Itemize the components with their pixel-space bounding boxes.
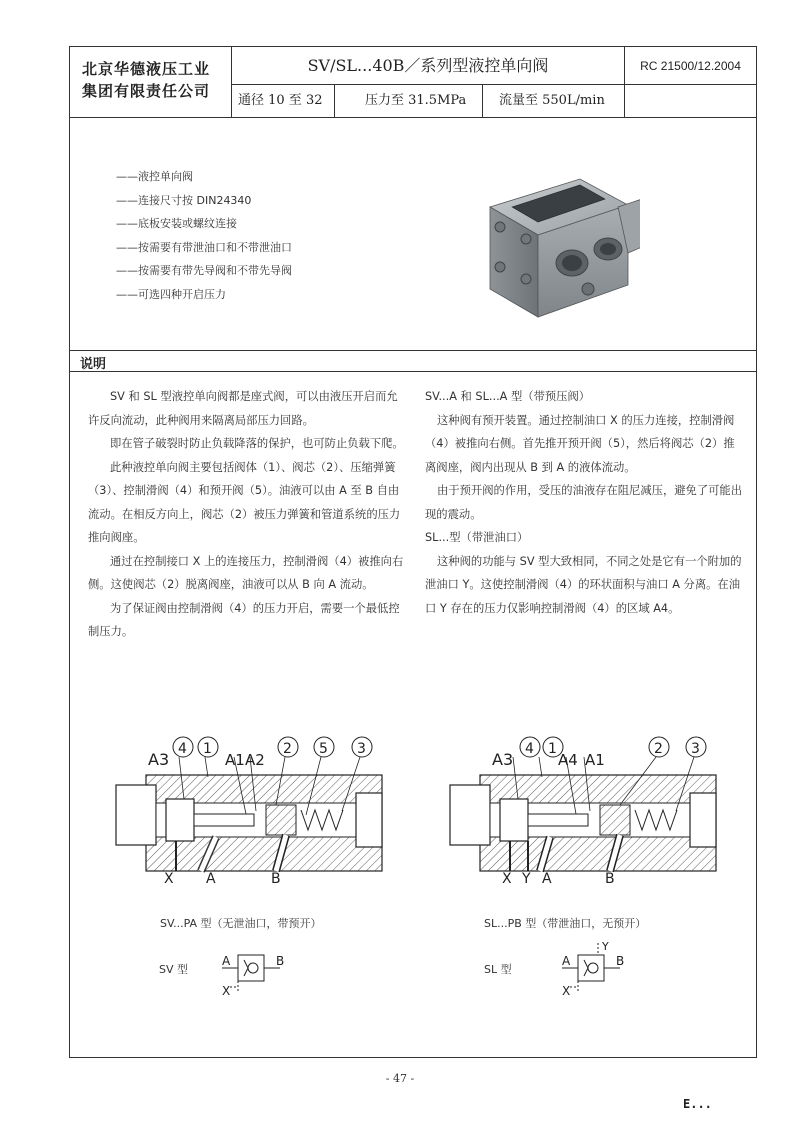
label-a2: A2 (245, 751, 265, 769)
feature-item: ——按需要有带泄油口和不带泄油口 (116, 240, 292, 254)
sl-port-a: A (562, 954, 571, 968)
document-title: SV/SL...40B／系列型液控单向阀 (232, 47, 625, 85)
subheading: SV...A 和 SL...A 型（带预压阀） (425, 390, 591, 403)
sv-check-valve-symbol (216, 947, 296, 997)
label-b: B (605, 871, 615, 885)
header-table (70, 47, 756, 118)
corner-mark: E... (683, 1097, 712, 1111)
label-b: B (271, 871, 281, 885)
label-a3: A3 (492, 750, 514, 769)
label-x: X (164, 871, 174, 885)
sv-port-x: X (222, 984, 231, 997)
label-a: A (542, 871, 552, 885)
page-frame (69, 46, 757, 1058)
company-line-2: 集团有限责任公司 (82, 82, 211, 100)
label-a4: A4 (558, 751, 578, 769)
sl-port-x: X (562, 984, 571, 997)
spec-empty (625, 85, 756, 117)
valve-photo (430, 167, 640, 327)
label-1: 1 (203, 741, 212, 757)
paragraph: 这种阀的功能与 SV 型大致相同，不同之处是它有一个附加的泄油口 Y。这使控制滑阀（4）的环状面积与油口 A 分离。在油口 Y 存在的压力仅影响控制滑阀（4）的区域 A4。 (425, 554, 742, 615)
sl-port-y: Y (602, 940, 609, 953)
paragraph: SV 和 SL 型液控单向阀都是座式阀，可以由液压开启而允许反向流动，此种阀用来隔离局部压力回路。 (88, 390, 398, 427)
paragraph: 通过在控制接口 X 上的连接压力，控制滑阀（4）被推向右侧。这使阀芯（2）脱离阀座，油液可以从 B 向 A 流动。 (88, 554, 404, 591)
feature-list (116, 165, 292, 306)
label-5: 5 (319, 741, 328, 757)
description-left-column (88, 385, 406, 644)
spec-pressure: 压力至 31.5MPa (335, 85, 483, 117)
sv-port-a: A (222, 954, 231, 968)
right-diagram-caption: SL...PB 型（带泄油口，无预开） (484, 917, 647, 930)
subheading: SL...型（带泄油口） (425, 531, 529, 544)
label-a3: A3 (148, 750, 170, 769)
page-number: - 47 - (385, 1072, 415, 1085)
company-name (70, 47, 232, 117)
label-4: 4 (178, 741, 187, 757)
feature-item: ——液控单向阀 (116, 170, 193, 183)
sv-port-b: B (276, 954, 285, 968)
label-a: A (206, 871, 216, 885)
document-code: RC 21500/12.2004 (625, 47, 756, 85)
label-a1: A1 (585, 751, 605, 769)
spec-diameter: 通径 10 至 32 (232, 85, 335, 117)
paragraph: 即在管子破裂时防止负载降落的保护，也可防止负载下爬。 (110, 437, 404, 450)
label-a1: A1 (225, 751, 245, 769)
label-1: 1 (548, 741, 557, 757)
paragraph: 为了保证阀由控制滑阀（4）的压力开启，需要一个最低控制压力。 (88, 601, 400, 638)
paragraph: 此种液控单向阀主要包括阀体（1）、阀芯（2）、压缩弹簧（3）、控制滑阀（4）和预开阀（5）。油液可以由 A 至 B 自由流动。在相反方向上，阀芯（2）被压力弹簧和管道系统的压力推向阀座。 (88, 460, 401, 544)
paragraph: 由于预开阀的作用，受压的油液存在阻尼减压，避免了可能出现的震动。 (425, 484, 743, 521)
label-2: 2 (654, 741, 663, 757)
description-right-column (425, 385, 743, 620)
sl-symbol-label: SL 型 (484, 963, 512, 976)
sl-check-valve-symbol (556, 939, 636, 997)
sv-cross-section-diagram (106, 715, 388, 885)
feature-item: ——可选四种开启压力 (116, 287, 226, 301)
spec-flow: 流量至 550L/min (483, 85, 625, 117)
left-diagram-caption: SV...PA 型（无泄油口，带预开） (160, 917, 322, 930)
section-header (70, 350, 756, 372)
label-y: Y (522, 871, 531, 885)
label-3: 3 (357, 741, 366, 757)
label-x: X (502, 871, 512, 885)
sl-cross-section-diagram (440, 715, 722, 885)
label-3: 3 (691, 741, 700, 757)
company-line-1: 北京华德液压工业 (82, 60, 211, 78)
label-4: 4 (525, 741, 534, 757)
feature-item: ——按需要有带先导阀和不带先导阀 (116, 264, 292, 277)
sv-symbol-label: SV 型 (159, 963, 189, 976)
feature-item: ——底板安装或螺纹连接 (116, 217, 237, 230)
label-2: 2 (283, 741, 292, 757)
sl-port-b: B (616, 954, 625, 968)
feature-item: ——连接尺寸按 DIN24340 (116, 193, 252, 207)
paragraph: 这种阀有预开装置。通过控制油口 X 的压力连接，控制滑阀（4）被推向右侧。首先推开预开阀（5），然后将阀芯（2）推离阀座，阀内出现从 B 到 A 的液体流动。 (425, 413, 735, 474)
section-title: 说明 (80, 357, 107, 372)
